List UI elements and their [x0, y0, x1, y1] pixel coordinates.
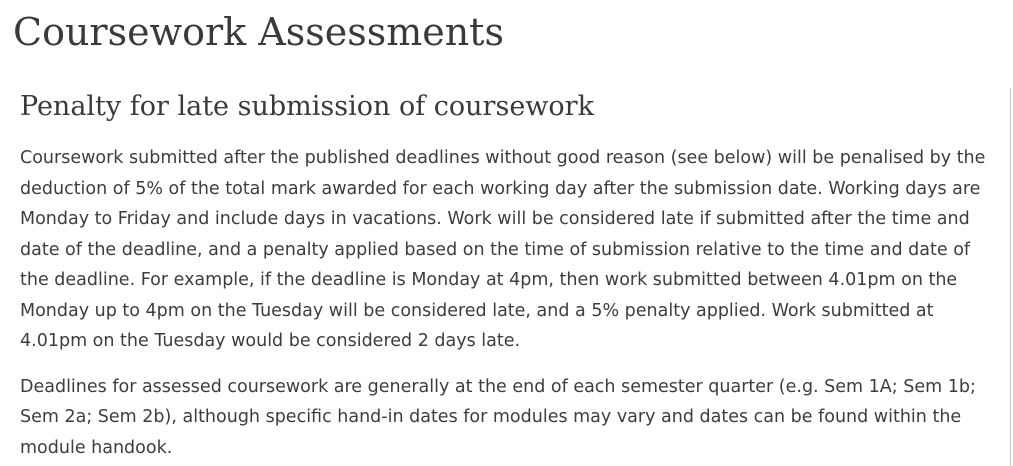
main-content: [20, 88, 1000, 463]
page-title: Coursework Assessments: [13, 10, 504, 54]
section-heading: Penalty for late submission of coursework: [20, 91, 594, 122]
paragraph-late-penalty: Coursework submitted after the published deadlines without good reason (see below) will be penalised by the deduction of 5% of the total mark awarded for each working day after the submission date. Working days are Monday to Friday and include days in vacations. Work will be considered late if submitted after the time and date of the deadline, and a penalty applied based on the time of submission relative to the time and date of the deadline. For example, if the deadline is Monday at 4pm, then work submitted between 4.01pm on the Monday up to 4pm on the Tuesday will be considered late, and a 5% penalty applied. Work submitted at 4.01pm on the Tuesday would be considered 2 days late.: [20, 148, 986, 351]
paragraph-deadlines: Deadlines for assessed coursework are generally at the end of each semester quarter (e.g. Sem 1A; Sem 1b; Sem 2a; Sem 2b), although specific hand-in dates for modules may vary and dates can be found within the module handook.: [20, 376, 976, 458]
content-divider: [1010, 88, 1011, 466]
